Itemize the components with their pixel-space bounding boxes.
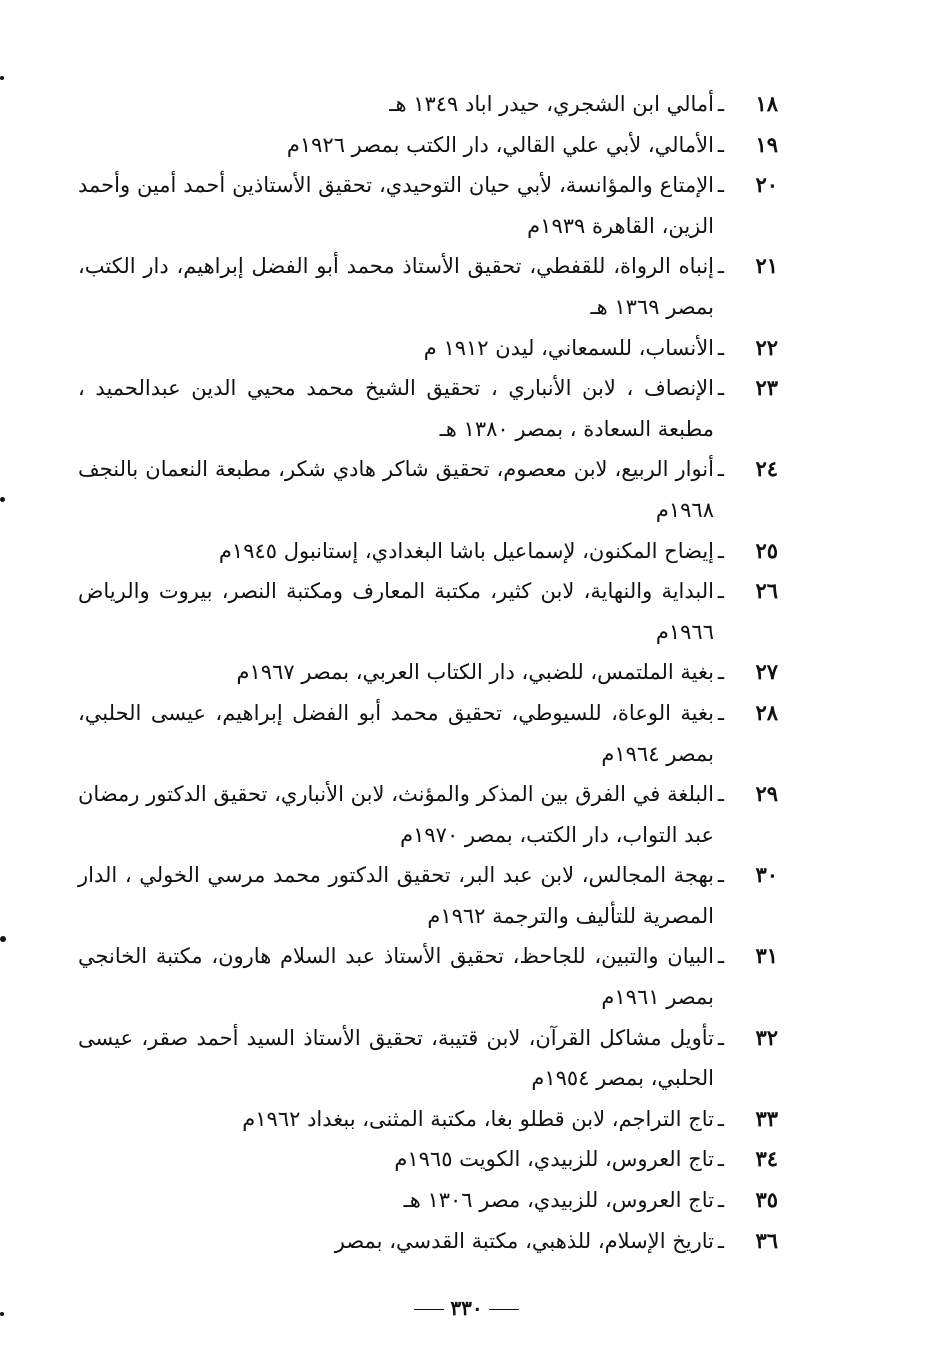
entry-number: ٢٢: [755, 334, 778, 360]
entry-text: البيان والتبين، للجاحظ، تحقيق الأستاذ عبد السلام هارون، مكتبة الخانجي بمصر ١٩٦١م: [78, 944, 714, 1010]
entry-dash: ـ: [717, 1188, 725, 1213]
scan-speck: [0, 76, 4, 80]
page-footer: [0, 1294, 933, 1322]
entry-text: البداية والنهاية، لابن كثير، مكتبة المعارف ومكتبة النصر، بيروت والرياض ١٩٦٦م: [78, 579, 714, 644]
entry-number: ٢٣: [755, 375, 778, 401]
entry-dash: ـ: [717, 660, 725, 685]
list-item: [78, 1180, 778, 1221]
entry-dash: ـ: [717, 538, 725, 563]
entry-dash: ـ: [717, 863, 725, 888]
entry-number: ٢٠: [755, 172, 778, 198]
entry-text: الأنساب، للسمعاني، ليدن ١٩١٢ م: [423, 335, 714, 360]
entry-text: تاج التراجم، لابن قطلو بغا، مكتبة المثنى، ببغداد ١٩٦٢م: [242, 1106, 714, 1131]
entry-dash: ـ: [717, 1025, 725, 1050]
list-item: [78, 652, 778, 693]
list-item: [78, 855, 778, 936]
list-item: [78, 1018, 778, 1099]
footer-rule: [414, 1309, 444, 1310]
list-item: [78, 1139, 778, 1180]
list-item: [78, 246, 778, 327]
entry-number: ٣٢: [755, 1024, 778, 1050]
entry-number: ٣٥: [755, 1187, 778, 1213]
entry-text: الأمالي، لأبي علي القالي، دار الكتب بمصر ١٩٢٦م: [286, 132, 714, 157]
entry-number: ٢٤: [755, 456, 778, 482]
entry-number: ٢٧: [755, 659, 778, 685]
entry-number: ١٩: [755, 131, 778, 157]
entry-dash: ـ: [717, 254, 725, 279]
bibliography-list: [78, 84, 778, 1261]
entry-text: تاريخ الإسلام، للذهبي، مكتبة القدسي، بمصر: [334, 1228, 714, 1253]
entry-text: تاج العروس، للزبيدي، الكويت ١٩٦٥م: [394, 1147, 714, 1172]
entry-number: ٣٦: [755, 1227, 778, 1253]
entry-text: أمالي ابن الشجري، حيدر اباد ١٣٤٩ هـ: [389, 92, 714, 116]
entry-dash: ـ: [717, 1147, 725, 1172]
entry-dash: ـ: [717, 92, 725, 116]
entry-number: ٢٦: [755, 578, 778, 604]
entry-dash: ـ: [717, 335, 725, 360]
entry-text: أنوار الربيع، لابن معصوم، تحقيق شاكر هادي شكر، مطبعة النعمان بالنجف ١٩٦٨م: [78, 457, 714, 522]
entry-dash: ـ: [717, 376, 725, 401]
page-number: ٣٣٠: [450, 1296, 483, 1320]
list-item: [78, 84, 778, 125]
list-item: [78, 774, 778, 855]
entry-text: الإنصاف ، لابن الأنباري ، تحقيق الشيخ محمد محيي الدين عبدالحميد ، مطبعة السعادة ، بمصر ١٣٨٠ هـ: [78, 376, 714, 441]
list-item: [78, 368, 778, 449]
entry-dash: ـ: [717, 173, 725, 198]
entry-number: ٢٥: [755, 537, 778, 563]
entry-dash: ـ: [717, 132, 725, 157]
entry-dash: ـ: [717, 1106, 725, 1131]
list-item: [78, 165, 778, 246]
list-item: [78, 1099, 778, 1140]
entry-text: إنباه الرواة، للقفطي، تحقيق الأستاذ محمد أبو الفضل إبراهيم، دار الكتب، بمصر ١٣٦٩ هـ: [78, 254, 714, 319]
entry-number: ٣٤: [755, 1146, 778, 1172]
entry-number: ٢٨: [755, 699, 778, 725]
entry-number: ٣٠: [755, 862, 778, 888]
entry-text: إيضاح المكنون، لإسماعيل باشا البغدادي، إستانبول ١٩٤٥م: [218, 538, 714, 563]
list-item: [78, 531, 778, 572]
list-item: [78, 449, 778, 530]
list-item: [78, 936, 778, 1017]
scan-speck: [0, 1312, 4, 1316]
entry-number: ٣٣: [755, 1105, 778, 1131]
list-item: [78, 571, 778, 652]
entry-number: ٣١: [755, 943, 778, 969]
entry-text: تأويل مشاكل القرآن، لابن قتيبة، تحقيق الأستاذ السيد أحمد صقر، عيسى الحلبي، بمصر ١٩٥٤م: [78, 1025, 714, 1091]
entry-dash: ـ: [717, 457, 725, 482]
list-item: [78, 1221, 778, 1262]
entry-dash: ـ: [717, 579, 725, 604]
entry-number: ٢٩: [755, 781, 778, 807]
entry-text: بغية الملتمس، للضبي، دار الكتاب العربي، بمصر ١٩٦٧م: [236, 660, 714, 685]
list-item: [78, 125, 778, 166]
entry-dash: ـ: [717, 700, 725, 725]
scan-speck: [0, 936, 6, 942]
footer-rule: [489, 1309, 519, 1310]
list-item: [78, 693, 778, 774]
entry-number: ١٨: [755, 91, 778, 116]
entry-dash: ـ: [717, 944, 725, 969]
entry-text: البلغة في الفرق بين المذكر والمؤنث، لابن الأنباري، تحقيق الدكتور رمضان عبد التواب، دار الكتب، بمصر ١٩٧٠م: [78, 782, 714, 847]
entry-text: بهجة المجالس، لابن عبد البر، تحقيق الدكتور محمد مرسي الخولي ، الدار المصرية للتأليف والترجمة ١٩٦٢م: [78, 863, 714, 928]
list-item: [78, 328, 778, 369]
entry-number: ٢١: [755, 253, 778, 279]
entry-text: الإمتاع والمؤانسة، لأبي حيان التوحيدي، تحقيق الأستاذين أحمد أمين وأحمد الزين، القاهرة ١٩٣٩م: [78, 173, 714, 238]
scan-speck: [0, 497, 5, 502]
entry-dash: ـ: [717, 1228, 725, 1253]
entry-text: تاج العروس، للزبيدي، مصر ١٣٠٦ هـ: [403, 1188, 714, 1213]
entry-dash: ـ: [717, 782, 725, 807]
entry-text: بغية الوعاة، للسيوطي، تحقيق محمد أبو الفضل إبراهيم، عيسى الحلبي، بمصر ١٩٦٤م: [78, 700, 714, 766]
